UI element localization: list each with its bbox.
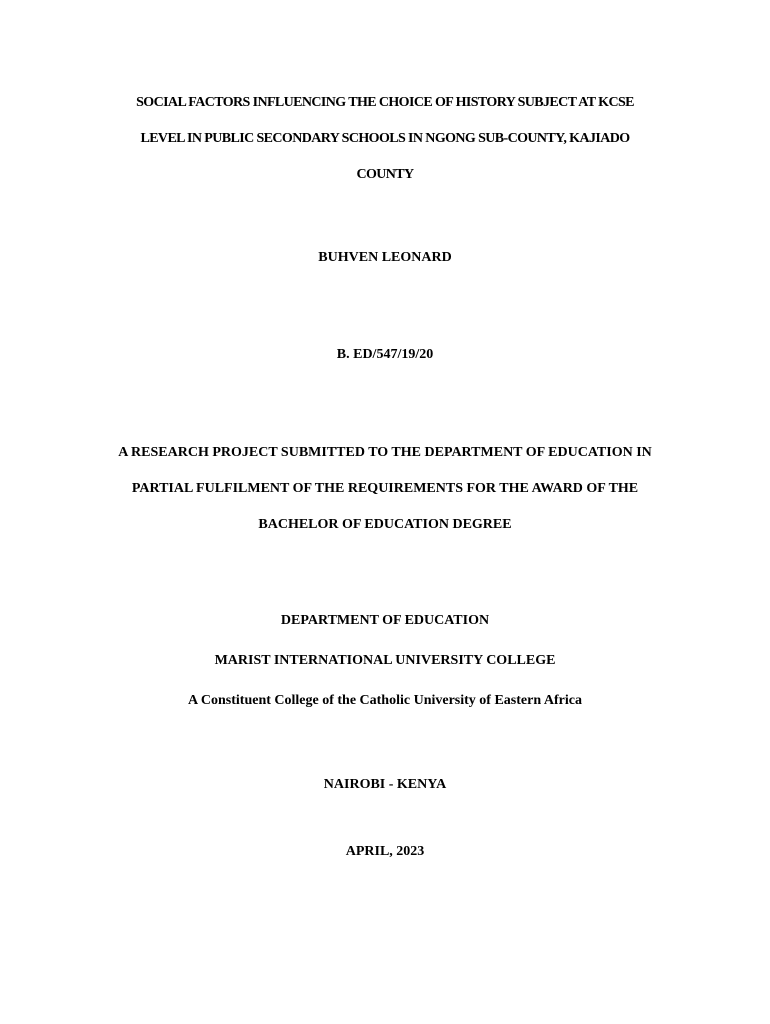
institution-name: MARIST INTERNATIONAL UNIVERSITY COLLEGE: [214, 653, 556, 668]
submission-date: APRIL, 2023: [345, 844, 425, 859]
thesis-title-line-3: COUNTY: [356, 167, 414, 182]
author-name: BUHVEN LEONARD: [318, 250, 452, 265]
registration-number: B. ED/547/19/20: [336, 347, 434, 362]
submission-statement-line-1: A RESEARCH PROJECT SUBMITTED TO THE DEPARTMENT OF EDUCATION IN: [118, 445, 652, 460]
location: NAIROBI - KENYA: [323, 777, 447, 792]
thesis-title-line-1: SOCIAL FACTORS INFLUENCING THE CHOICE OF HISTORY SUBJECT AT KCSE: [136, 95, 634, 110]
submission-statement-line-2: PARTIAL FULFILMENT OF THE REQUIREMENTS FOR THE AWARD OF THE: [131, 481, 639, 496]
institution-affiliation: A Constituent College of the Catholic University of Eastern Africa: [188, 693, 582, 708]
submission-statement-line-3: BACHELOR OF EDUCATION DEGREE: [258, 517, 512, 532]
department-name: DEPARTMENT OF EDUCATION: [280, 613, 490, 628]
thesis-title-line-2: LEVEL IN PUBLIC SECONDARY SCHOOLS IN NGONG SUB-COUNTY, KAJIADO: [140, 131, 630, 146]
